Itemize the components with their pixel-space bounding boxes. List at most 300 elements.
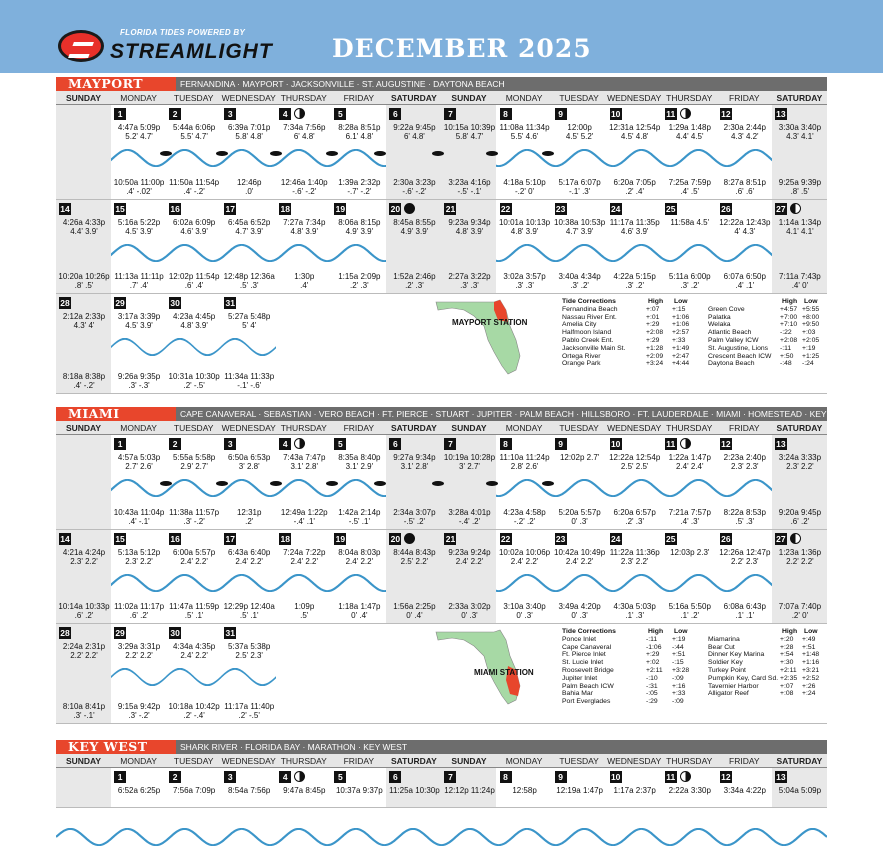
high-time: 10:30p — [415, 786, 440, 795]
day-number: 26 — [721, 204, 731, 214]
high-time: 11:22a — [609, 548, 634, 557]
low-time: 1:52a — [393, 272, 414, 281]
low-height: 0' — [351, 611, 358, 620]
high-time: 10:13p — [525, 218, 551, 227]
text: +:26 — [802, 682, 816, 690]
low-height: .8' — [790, 187, 799, 196]
high-tides — [333, 123, 385, 141]
low-time: 2:32p — [360, 178, 381, 187]
day-cell — [56, 530, 111, 623]
moon-phase-icon — [294, 771, 305, 782]
low-tides — [388, 178, 440, 196]
high-time: 12:19a — [556, 786, 581, 795]
high-height: 2.4' — [290, 557, 304, 566]
day-header: FRIDAY — [729, 756, 760, 766]
low-tides — [774, 602, 826, 620]
high-height: 4.3' — [731, 132, 744, 141]
day-number: 8 — [500, 771, 512, 783]
low-height: -.6' — [292, 187, 304, 196]
high-time: 5:09p — [140, 123, 161, 132]
day-number: 15 — [115, 204, 125, 214]
high-time: 9:22a — [393, 123, 414, 132]
low-height: .3' — [250, 281, 259, 290]
text: +4:44 — [672, 360, 690, 368]
high-time: 5:44a — [172, 123, 193, 132]
day-cell — [221, 768, 276, 807]
text: Ft. Pierce Inlet — [562, 651, 606, 659]
text: Jupiter Inlet — [562, 674, 598, 682]
day-cell — [772, 768, 827, 807]
day-number: 4 — [279, 771, 291, 783]
high-height: 2.3' — [745, 462, 759, 471]
day-number: 24 — [610, 204, 621, 214]
low-height: -.5' — [193, 381, 205, 390]
day-number: 18 — [280, 534, 290, 544]
low-height: -.4' — [193, 711, 205, 720]
high-tides — [609, 123, 661, 141]
low-height: .2' — [416, 517, 426, 526]
day-cell — [386, 530, 441, 623]
low-tides — [609, 508, 661, 526]
low-tides — [113, 602, 165, 620]
low-time: 6:07a — [723, 272, 744, 281]
day-cell — [276, 768, 331, 807]
correction-row — [562, 636, 702, 644]
low-time: 12:02p — [168, 272, 194, 281]
low-height: .1' — [745, 281, 755, 290]
text: High — [782, 628, 798, 635]
low-tides — [554, 178, 606, 196]
low-tides — [388, 508, 440, 526]
low-height: .2' — [625, 187, 634, 196]
text: Ortega River — [562, 352, 601, 360]
day-header: THURSDAY — [280, 756, 327, 766]
region-name: KEY WEST — [56, 740, 176, 754]
low-time: 5:03p — [635, 602, 656, 611]
low-height: .3' — [635, 517, 644, 526]
low-time: 11:50a — [169, 178, 193, 187]
low-height: -.5' — [348, 517, 360, 526]
moon-phase-icon — [680, 438, 691, 449]
high-time: 11:17a — [609, 218, 634, 227]
high-tides — [499, 548, 551, 566]
low-time: 4:34p — [580, 272, 601, 281]
low-time: 2:33a — [448, 602, 469, 611]
low-time: 4:16p — [470, 178, 491, 187]
high-height: 3' — [238, 462, 245, 471]
low-height: .2' — [690, 281, 700, 290]
day-header: FRIDAY — [343, 93, 375, 103]
low-tides — [58, 372, 110, 390]
day-cell — [111, 530, 166, 623]
high-tides — [774, 218, 826, 236]
high-time: 1:17a — [613, 786, 634, 795]
high-tides — [223, 123, 275, 141]
text: Turkey Point — [708, 666, 746, 674]
high-time: 7:34a — [283, 123, 304, 132]
low-height: .6' — [129, 611, 138, 620]
high-height: 4.4' — [675, 132, 689, 141]
low-height: -.2' — [305, 187, 317, 196]
low-time: 9:15a — [117, 702, 138, 711]
day-cell — [552, 768, 607, 807]
low-tides — [499, 602, 551, 620]
low-height: .1' — [745, 611, 755, 620]
high-time: 8:55p — [415, 218, 436, 227]
text: Bear Cut — [708, 643, 735, 651]
text: +:02 — [646, 659, 660, 667]
low-time: 1:47p — [360, 602, 381, 611]
high-height: 2.3' — [620, 557, 634, 566]
high-time: 10:15a — [443, 123, 469, 132]
low-height: .4' — [195, 281, 204, 290]
high-time: 11:25a — [389, 786, 413, 795]
high-time: 1:36p — [801, 548, 822, 557]
text: +1:16 — [802, 659, 820, 667]
high-time: 8:03p — [360, 548, 381, 557]
high-height: 4.8' — [360, 132, 374, 141]
high-time: 1:14a — [778, 218, 799, 227]
high-height: 4.9' — [400, 227, 414, 236]
day-cell — [221, 105, 276, 199]
high-time: 2:31p — [85, 642, 106, 651]
low-time: 1:40p — [307, 178, 328, 187]
high-time: 12:22a — [609, 453, 634, 462]
day-cell — [56, 294, 111, 393]
text: +:08 — [780, 690, 794, 698]
day-number: 11 — [666, 109, 676, 119]
day-header: THURSDAY — [666, 423, 713, 433]
high-height: 3.9' — [525, 227, 539, 236]
day-number: 9 — [555, 108, 567, 120]
day-number: 19 — [335, 534, 346, 544]
high-time: 1:34p — [801, 218, 822, 227]
high-height: 4.8' — [412, 132, 425, 141]
high-time: 6:39a — [228, 123, 249, 132]
text: -:24 — [802, 360, 814, 368]
low-time: 3:02a — [503, 272, 524, 281]
fish-icon — [326, 481, 338, 486]
high-height: 4.3' — [786, 132, 799, 141]
day-cell — [552, 200, 607, 293]
low-height: .4' — [680, 187, 689, 196]
high-height: 2.5' — [235, 651, 249, 660]
day-number: 30 — [170, 298, 180, 308]
high-height: 4.5' — [125, 321, 138, 330]
low-tides — [278, 602, 330, 620]
day-header: SATURDAY — [776, 93, 823, 103]
correction-row — [708, 353, 826, 361]
high-time: 12:47p — [745, 548, 771, 557]
low-time: 4:23a — [503, 508, 524, 517]
correction-row — [708, 667, 826, 675]
low-height: .2' — [238, 711, 247, 720]
text: Palm Beach ICW — [562, 682, 614, 690]
high-time: 7:43a — [283, 453, 304, 462]
low-height: .4' — [126, 187, 135, 196]
low-height: 0' — [406, 611, 413, 620]
text: +2:11 — [646, 666, 663, 674]
high-time: 7:01p — [250, 123, 271, 132]
day-number: 29 — [115, 628, 125, 638]
high-time: 12:22a — [719, 218, 744, 227]
region-name: MAYPORT — [56, 77, 176, 91]
day-cell — [772, 530, 827, 623]
low-height: -.1' — [237, 381, 249, 390]
high-height: 3.9' — [140, 321, 153, 330]
day-number: 11 — [666, 439, 676, 449]
day-header: WEDNESDAY — [221, 423, 276, 433]
text: Welaka — [708, 321, 731, 329]
low-height: .1' — [306, 517, 315, 526]
day-cell — [56, 200, 111, 293]
high-height: 2.6' — [525, 462, 539, 471]
day-number: 19 — [335, 204, 346, 214]
day-cell — [772, 200, 827, 293]
day-number: 7 — [444, 438, 456, 450]
high-height: 2.2' — [786, 557, 799, 566]
day-header: MONDAY — [505, 756, 543, 766]
region-mayport — [56, 77, 827, 394]
fish-icon — [432, 481, 444, 486]
low-tides — [278, 508, 330, 526]
high-height: 5.5' — [510, 132, 524, 141]
day-number: 16 — [170, 204, 180, 214]
day-cell — [56, 435, 111, 529]
low-height: .3' — [73, 711, 82, 720]
text: +:29 — [646, 321, 660, 329]
high-height: 4.8' — [302, 132, 315, 141]
low-time: 8:10a — [62, 702, 83, 711]
low-time: 5:50p — [690, 602, 711, 611]
day-cell — [441, 768, 496, 807]
week-row — [56, 200, 827, 294]
day-number: 11 — [666, 772, 676, 782]
low-time: 10:30p — [195, 372, 220, 381]
text: -1:06 — [646, 643, 662, 651]
fish-icon — [270, 151, 282, 156]
high-height: 2.2' — [801, 557, 814, 566]
correction-row — [562, 329, 702, 337]
high-time: 5:38p — [250, 642, 271, 651]
day-number: 23 — [555, 534, 566, 544]
day-number: 28 — [60, 628, 70, 638]
fish-icon — [160, 151, 172, 156]
low-time: 2:25p — [415, 602, 436, 611]
high-height: 2.4' — [180, 651, 193, 660]
high-tides — [168, 312, 220, 330]
high-height: 2.2' — [250, 557, 263, 566]
high-tides — [168, 642, 220, 660]
day-number: 25 — [666, 534, 676, 544]
day-number: 15 — [115, 534, 125, 544]
high-time: 1:47p — [690, 453, 711, 462]
day-number: 27 — [776, 204, 786, 214]
high-height: 2.8' — [305, 462, 319, 471]
low-height: -.1' — [138, 517, 150, 526]
low-height: 0' — [571, 517, 578, 526]
correction-row — [708, 306, 826, 314]
high-height: 2.2' — [470, 557, 484, 566]
day-header: WEDNESDAY — [221, 756, 276, 766]
low-tides — [113, 372, 165, 390]
day-number: 17 — [225, 534, 235, 544]
region-places: FERNANDINA · MAYPORT · JACKSONVILLE · ST. AUGUSTINE · DAYTONA BEACH — [180, 79, 505, 89]
high-time: 2:40p — [745, 453, 766, 462]
day-header: THURSDAY — [666, 93, 713, 103]
high-height: 2.4' — [235, 557, 249, 566]
high-time: 1:23a — [778, 548, 799, 557]
day-header: MONDAY — [505, 423, 543, 433]
day-number: 26 — [721, 534, 731, 544]
day-number: 12 — [721, 439, 731, 449]
text: +2:11 — [780, 666, 797, 674]
text: +:49 — [802, 635, 816, 643]
low-height: -.5' — [403, 517, 415, 526]
low-tides — [554, 602, 606, 620]
low-time: 4:30a — [613, 602, 634, 611]
high-tides — [774, 786, 826, 795]
text: -:09 — [672, 698, 684, 706]
low-time: 12:36a — [250, 272, 275, 281]
high-time: 3:30a — [778, 123, 799, 132]
text: Dinner Key Marina — [708, 651, 765, 659]
high-time: 12:54p — [635, 453, 661, 462]
low-time: 11:33p — [250, 372, 275, 381]
low-height: -.1' — [568, 187, 580, 196]
high-time: 7:47p — [305, 453, 326, 462]
low-height: .4' — [680, 517, 689, 526]
day-number: 27 — [776, 534, 786, 544]
day-header: MONDAY — [120, 423, 157, 433]
high-time: 5:55a — [172, 453, 193, 462]
high-time: 6:09p — [195, 218, 216, 227]
high-height: 4.6' — [180, 227, 193, 236]
high-time: 12:26a — [719, 548, 744, 557]
week-row — [56, 105, 827, 200]
high-tides — [333, 548, 385, 566]
region-miami — [56, 406, 859, 724]
low-time: 6:57p — [635, 508, 656, 517]
high-time: 1:48p — [690, 123, 711, 132]
low-height: -.2' — [83, 381, 95, 390]
text: Nassau River Ent. — [562, 313, 617, 321]
day-number: 18 — [280, 204, 290, 214]
day-cell — [662, 105, 717, 199]
fish-icon — [486, 481, 498, 486]
day-header: WEDNESDAY — [221, 93, 276, 103]
day-cell — [662, 530, 717, 623]
corrections-high-header: High — [648, 298, 664, 305]
low-height: .4' — [414, 611, 423, 620]
low-height: .2' — [183, 711, 192, 720]
high-tides — [333, 218, 385, 236]
high-height: 2.3' — [250, 651, 263, 660]
station-label: MIAMI STATION — [474, 668, 534, 677]
high-tides — [58, 548, 110, 566]
low-time: 7:05p — [635, 178, 656, 187]
fish-icon — [326, 151, 338, 156]
high-time: 9:47a — [283, 786, 304, 795]
day-number: 22 — [500, 534, 511, 544]
high-height: 4.2' — [745, 132, 759, 141]
high-time: 1:22a — [668, 453, 689, 462]
text: -:15 — [672, 659, 684, 667]
low-height: 0' — [516, 611, 523, 620]
low-time: 1:39a — [338, 178, 359, 187]
day-cell — [497, 768, 552, 807]
text: Roosevelt Bridge — [562, 666, 614, 674]
text: Port Everglades — [562, 698, 611, 706]
text: +2:57 — [672, 329, 690, 337]
moon-phase-icon — [404, 533, 415, 544]
day-cell — [662, 200, 717, 293]
low-time: 7:57p — [690, 508, 711, 517]
high-time: 9:45p — [415, 123, 436, 132]
day-cell — [221, 294, 276, 393]
high-height: 5.2' — [125, 132, 138, 141]
high-height: 2.4' — [675, 462, 689, 471]
low-tides — [223, 702, 275, 720]
low-height: .5' — [801, 187, 810, 196]
low-time: 2:09p — [360, 272, 381, 281]
high-height: 2.7' — [125, 462, 138, 471]
day-header: TUESDAY — [173, 756, 214, 766]
text: +1:49 — [672, 344, 690, 352]
high-time: 8:43p — [415, 548, 436, 557]
high-tides — [333, 453, 385, 471]
day-cell — [166, 200, 221, 293]
day-header-row — [56, 754, 827, 768]
day-header: SUNDAY — [65, 756, 102, 766]
high-time: 2.3' — [696, 548, 710, 557]
day-cell — [386, 768, 441, 807]
high-time: 3:17a — [117, 312, 138, 321]
high-time: 10:37a — [335, 786, 361, 795]
high-time: 5:04a — [778, 786, 799, 795]
low-height: .5' — [184, 611, 193, 620]
high-height: 2.3' — [745, 557, 759, 566]
high-time: 6:06p — [195, 123, 216, 132]
text: Daytona Beach — [708, 360, 755, 368]
correction-row — [708, 636, 826, 644]
low-time: 4:20p — [580, 602, 601, 611]
high-height: 4.6' — [525, 132, 539, 141]
high-height: 2.5' — [620, 462, 634, 471]
low-tides — [554, 272, 606, 290]
text: +:30 — [780, 659, 794, 667]
low-height: .4' — [635, 187, 644, 196]
day-cell — [166, 105, 221, 199]
text: Pumpkin Key, Card Sd. — [708, 674, 779, 682]
low-height: -.2' — [415, 187, 427, 196]
day-number: 6 — [389, 771, 401, 783]
high-time: 4.5' — [696, 218, 710, 227]
day-number: 31 — [225, 298, 235, 308]
low-height: -.4' — [458, 517, 470, 526]
text: +:33 — [672, 336, 686, 344]
correction-row — [562, 353, 702, 361]
low-height: .3' — [525, 281, 534, 290]
correction-row — [562, 659, 702, 667]
powered-by-text: FLORIDA TIDES POWERED BY — [120, 28, 246, 37]
high-time: 11:35p — [635, 218, 660, 227]
high-height: 5.8' — [455, 132, 469, 141]
text: Alligator Reef — [708, 690, 749, 698]
text: +:07 — [646, 305, 660, 313]
high-time: 6:45a — [228, 218, 249, 227]
high-tides — [168, 548, 220, 566]
